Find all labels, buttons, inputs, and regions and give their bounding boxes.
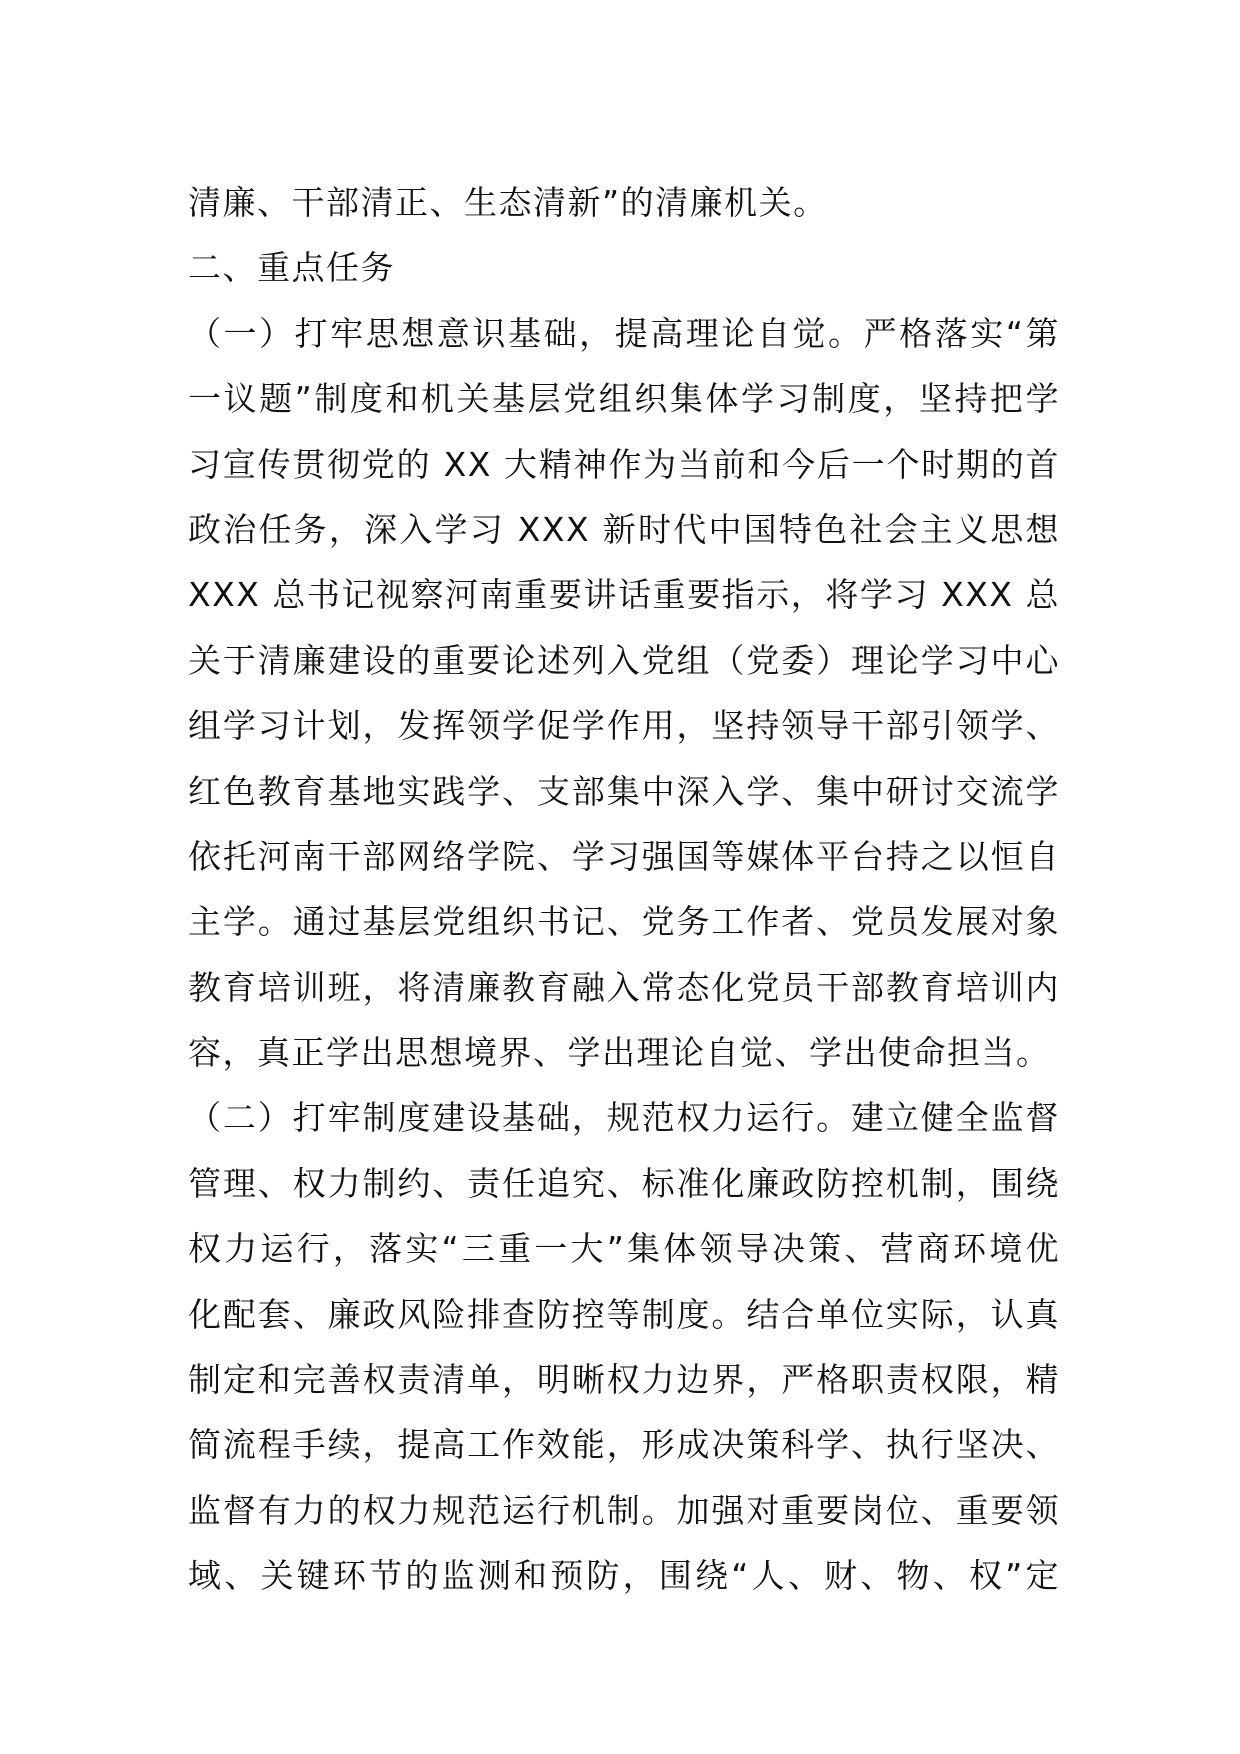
- text-line: 依托河南干部网络学院、学习强国等媒体平台持之以恒自: [188, 836, 1060, 876]
- text-line: 组学习计划，发挥领学促学作用，坚持领导干部引领学、: [188, 706, 1060, 746]
- text-line: 教育培训班，将清廉教育融入常态化党员干部教育培训内: [188, 967, 1060, 1007]
- text-line: 化配套、廉政风险排查防控等制度。结合单位实际，认真: [188, 1294, 1060, 1334]
- text-line: 政治任务，深入学习 XXX 新时代中国特色社会主义思想: [188, 509, 1060, 549]
- text-line: 权力运行，落实“三重一大”集体领导决策、营商环境优: [188, 1229, 1060, 1269]
- text-line: 清廉、干部清正、生态清新”的清廉机关。: [188, 183, 828, 222]
- text-line: （一）打牢思想意识基础，提高理论自觉。严格落实“第: [188, 313, 1060, 353]
- text-line: 主学。通过基层党组织书记、党务工作者、党员发展对象: [188, 902, 1060, 942]
- text-line: （二）打牢制度建设基础，规范权力运行。建立健全监督: [188, 1098, 1060, 1138]
- document-body: [188, 170, 1060, 1609]
- text-line: 制定和完善权责清单，明晰权力边界，严格职责权限，精: [188, 1360, 1060, 1400]
- text-line: 简流程手续，提高工作效能，形成决策科学、执行坚决、: [188, 1425, 1060, 1465]
- text-line: 一议题”制度和机关基层党组织集体学习制度，坚持把学: [188, 379, 1060, 419]
- text-line: XXX 总书记视察河南重要讲话重要指示，将学习 XXX 总: [188, 575, 1060, 615]
- text-line: 监督有力的权力规范运行机制。加强对重要岗位、重要领: [188, 1490, 1060, 1530]
- text-line: 域、关键环节的监测和预防，围绕“人、财、物、权”定: [188, 1556, 1060, 1596]
- section-heading: 二、重点任务: [188, 248, 395, 288]
- text-line: 关于清廉建设的重要论述列入党组（党委）理论学习中心: [188, 640, 1060, 680]
- text-line: 管理、权力制约、责任追究、标准化廉政防控机制，围绕: [188, 1163, 1060, 1203]
- text-line: 习宣传贯彻党的 XX 大精神作为当前和今后一个时期的首: [188, 444, 1060, 484]
- text-line: 红色教育基地实践学、支部集中深入学、集中研讨交流学: [188, 771, 1060, 811]
- text-line: 容，真正学出思想境界、学出理论自觉、学出使命担当。: [188, 1033, 1051, 1073]
